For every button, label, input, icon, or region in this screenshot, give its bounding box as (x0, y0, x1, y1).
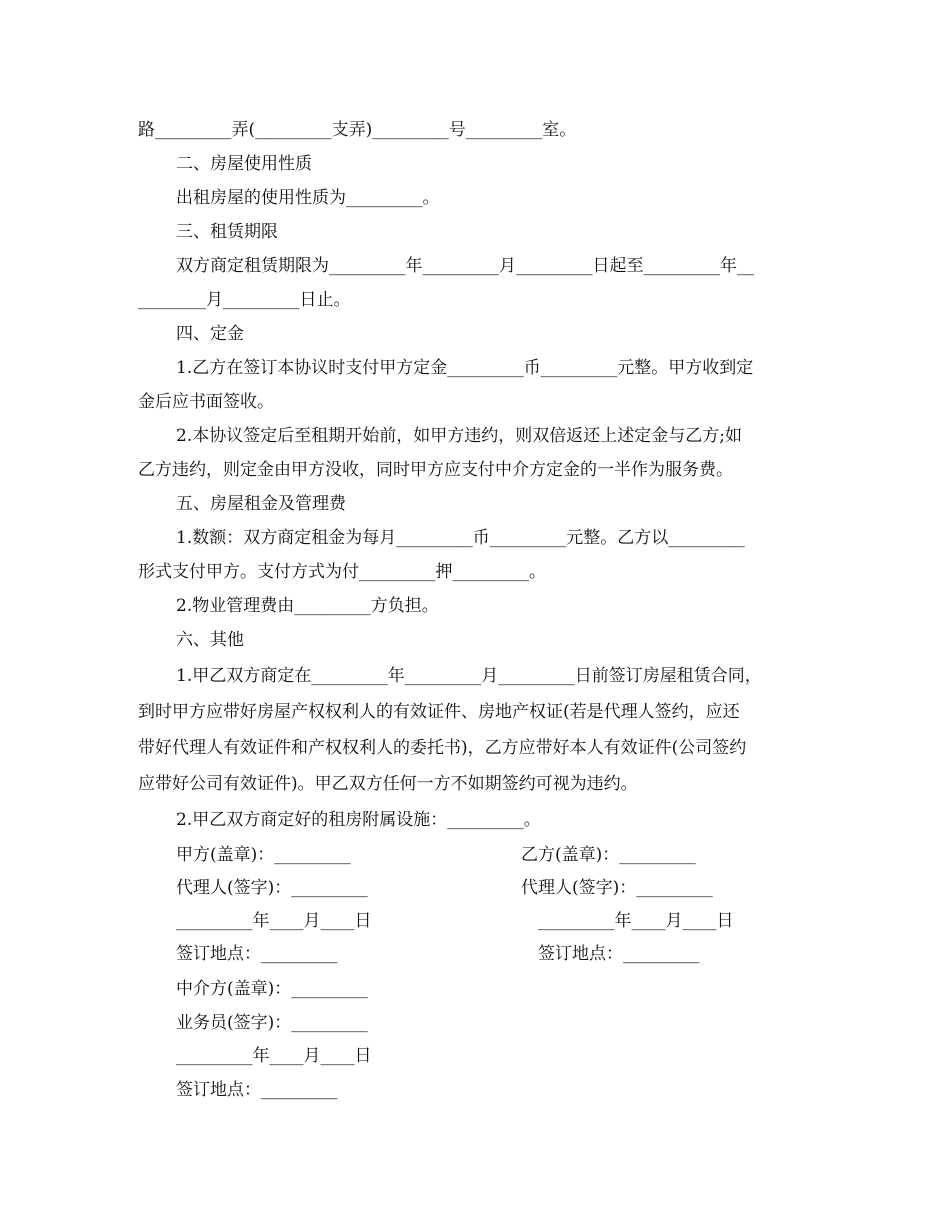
deposit-clause-1-line-2: 金后应书面签收。 (138, 392, 274, 412)
address-line: 路_________弄(_________支弄)_________号_________室。 (138, 120, 577, 140)
usage-clause: 出租房屋的使用性质为_________。 (176, 188, 440, 208)
section-heading-rent: 五、房屋租金及管理费 (176, 494, 346, 514)
other-clause-1-line-3: 带好代理人有效证件和产权权利人的委托书)，乙方应带好本人有效证件(公司签约 (138, 738, 747, 758)
term-clause-line-1: 双方商定租赁期限为_________年_________月_________日起至_________年__ (176, 256, 754, 276)
rent-clause-2: 2.物业管理费由_________方负担。 (176, 596, 439, 616)
agent-b-sign-field: 代理人(签字)：_________ (521, 878, 713, 898)
party-a-seal-field: 甲方(盖章)：_________ (176, 845, 351, 865)
deposit-clause-2-line-1: 2.本协议签定后至租期开始前，如甲方违约，则双倍返还上述定金与乙方;如 (176, 426, 742, 446)
deposit-clause-1-line-1: 1.乙方在签订本协议时支付甲方定金_________币_________元整。甲方收到定 (176, 358, 754, 378)
deposit-clause-2-line-2: 乙方违约，则定金由甲方没收，同时甲方应支付中介方定金的一半作为服务费。 (138, 460, 733, 480)
other-clause-2: 2.甲乙双方商定好的租房附属设施：_________。 (176, 810, 541, 830)
sign-place-field-c: 签订地点：_________ (176, 1080, 338, 1100)
salesperson-sign-field: 业务员(签字)：_________ (176, 1013, 368, 1033)
intermediary-seal-field: 中介方(盖章)：_________ (176, 979, 368, 999)
section-heading-term: 三、租赁期限 (176, 222, 278, 242)
sign-place-field-a: 签订地点：_________ (176, 944, 338, 964)
other-clause-1-line-4: 应带好公司有效证件)。甲乙双方任何一方不如期签约可视为违约。 (138, 774, 638, 794)
date-field-a: _________年____月____日 (176, 911, 372, 931)
other-clause-1-line-2: 到时甲方应带好房屋产权权利人的有效证件、房地产权证(若是代理人签约，应还 (138, 702, 740, 722)
agent-a-sign-field: 代理人(签字)：_________ (176, 878, 368, 898)
other-clause-1-line-1: 1.甲乙双方商定在_________年_________月_________日前签订房屋租赁合同， (176, 666, 762, 686)
date-field-c: _________年____月____日 (176, 1046, 372, 1066)
sign-place-field-b: 签订地点：_________ (538, 944, 700, 964)
rent-clause-1-line-1: 1.数额：双方商定租金为每月_________币_________元整。乙方以_________ (176, 528, 745, 548)
section-heading-usage: 二、房屋使用性质 (176, 154, 312, 174)
term-clause-line-2: ________月_________日止。 (138, 290, 351, 310)
date-field-b: _________年____月____日 (538, 911, 734, 931)
section-heading-deposit: 四、定金 (176, 324, 244, 344)
party-b-seal-field: 乙方(盖章)：_________ (521, 845, 696, 865)
section-heading-other: 六、其他 (176, 630, 244, 650)
rent-clause-1-line-2: 形式支付甲方。支付方式为付_________押_________。 (138, 562, 546, 582)
